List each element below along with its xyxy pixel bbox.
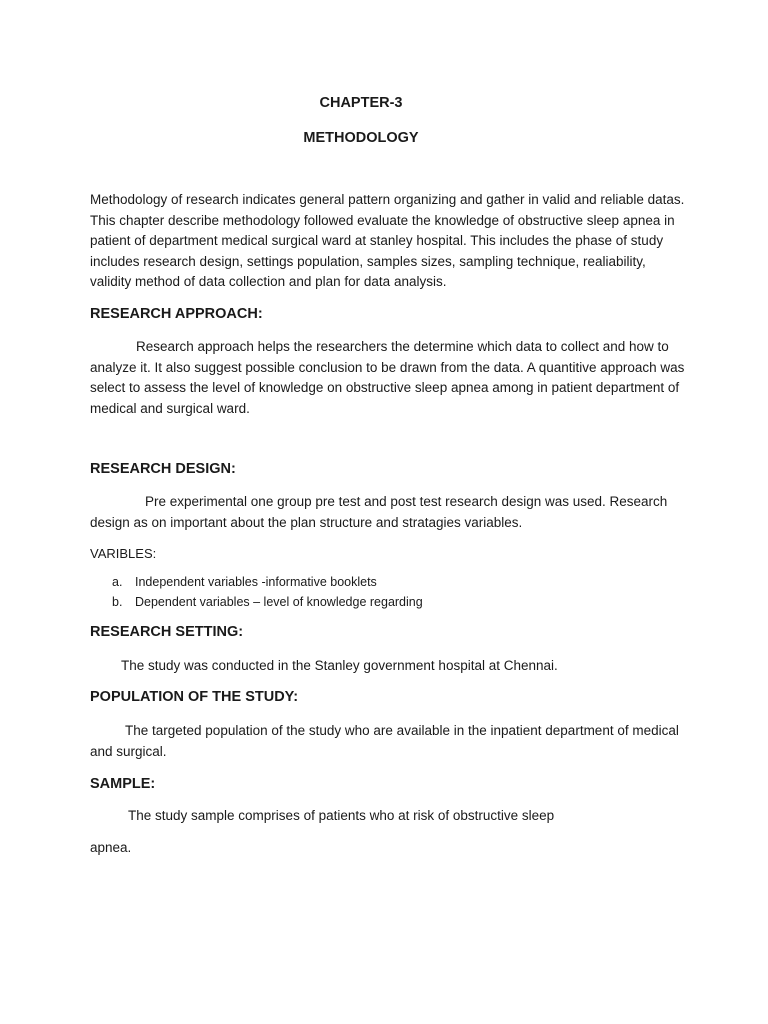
research-approach-paragraph: Research approach helps the researchers the determine which data to collect and how to analyze it. It also suggest possible conclusion to be drawn from the data. A quantitive approach was select to assess the level of knowledge on obstructive sleep apnea among in patient department of medical and surgical ward.: [90, 339, 685, 416]
list-marker: a.: [112, 575, 123, 589]
research-setting-paragraph: The study was conducted in the Stanley government hospital at Chennai.: [121, 658, 558, 673]
research-setting-heading: RESEARCH SETTING:: [90, 624, 244, 640]
variables-label: VARIBLES:: [90, 546, 157, 561]
research-design-heading: RESEARCH DESIGN:: [90, 461, 236, 477]
population-paragraph: The targeted population of the study who are available in the inpatient department of medical and surgical.: [90, 723, 679, 759]
population-heading: POPULATION OF THE STUDY:: [90, 689, 299, 705]
chapter-title: METHODOLOGY: [303, 130, 419, 146]
list-item-text: Independent variables -informative booklets: [135, 575, 377, 589]
sample-paragraph-continued: apnea.: [90, 840, 132, 855]
sample-paragraph: The study sample comprises of patients who at risk of obstructive sleep: [128, 808, 555, 823]
list-item-text: Dependent variables – level of knowledge regarding: [135, 595, 423, 609]
list-marker: b.: [112, 595, 123, 609]
list-item: [112, 592, 423, 612]
research-approach-heading: RESEARCH APPROACH:: [90, 306, 263, 322]
research-design-paragraph: Pre experimental one group pre test and post test research design was used. Research design as on important about the plan structure and stratagies variables.: [90, 494, 668, 530]
sample-heading: SAMPLE:: [90, 776, 156, 792]
variables-list: [112, 572, 423, 612]
chapter-label: CHAPTER-3: [319, 95, 403, 111]
list-item: [112, 572, 423, 592]
intro-paragraph: Methodology of research indicates general pattern organizing and gather in valid and reliable datas. This chapter describe methodology followed evaluate the knowledge of obstructive sleep apnea in patient of department medical surgical ward at stanley hospital. This includes the phase of study includes research design, settings population, samples sizes, sampling technique, realiability, validity method of data collection and plan for data analysis.: [90, 192, 685, 289]
